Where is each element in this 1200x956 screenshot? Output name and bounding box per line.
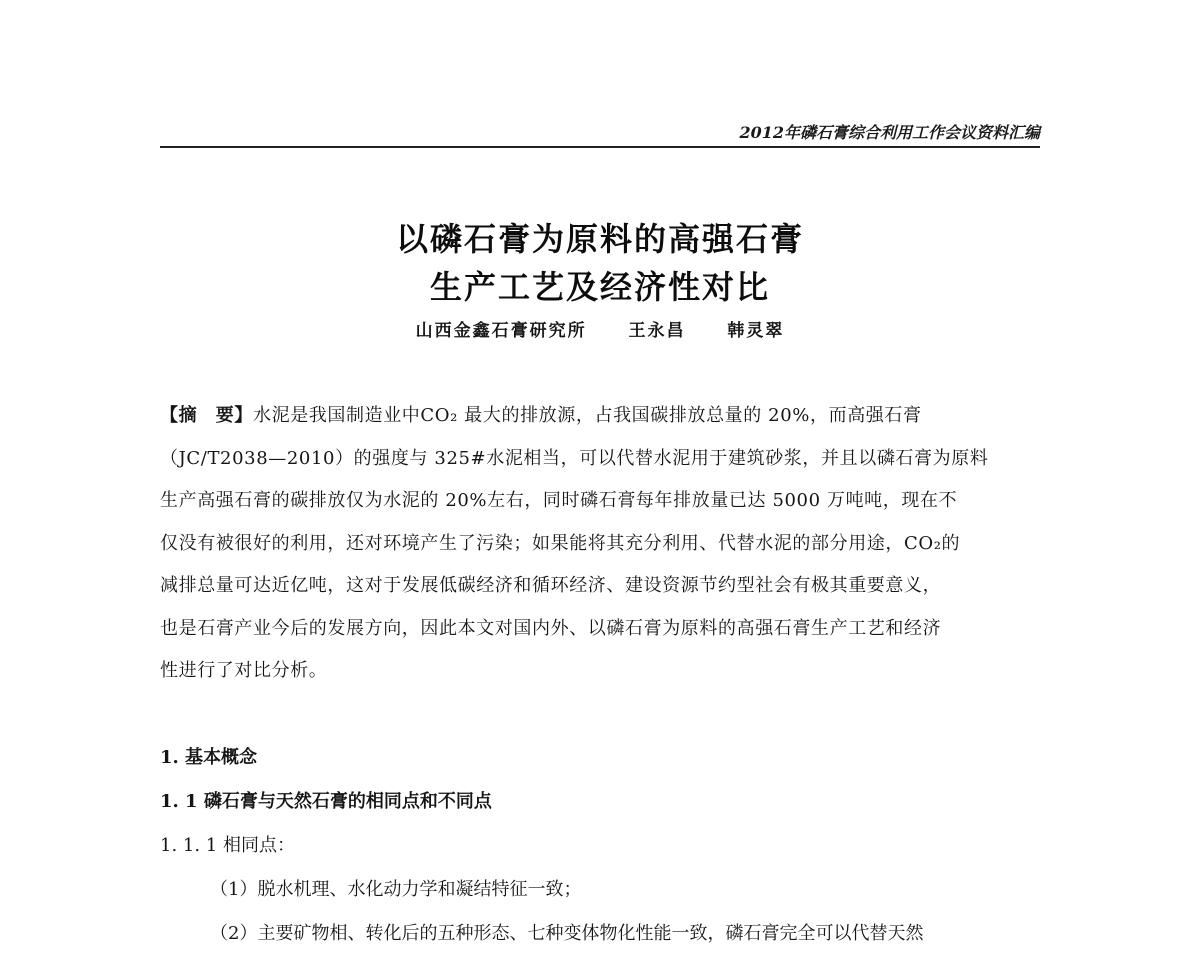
abstract-text: 水泥是我国制造业中CO₂ 最大的排放源，占我国碳排放总量的 20%，而高强石膏	[253, 405, 922, 426]
abstract-line: 生产高强石膏的碳排放仅为水泥的 20%左右，同时磷石膏每年排放量已达 5000 万吨吨，现在不	[160, 490, 958, 511]
abstract-line: 也是石膏产业今后的发展方向，因此本文对国内外、以磷石膏为原料的高强石膏生产工艺和经济	[160, 617, 942, 639]
list-item: （1）脱水机理、水化动力学和凝结特征一致；	[210, 879, 582, 900]
author-1: 王永昌	[628, 321, 686, 341]
section-heading-1-1: 1. 1 磷石膏与天然石膏的相同点和不同点	[160, 791, 492, 812]
abstract-label: 【摘 要】	[160, 405, 253, 426]
header-rule	[160, 146, 1040, 148]
section-heading-1-1-1: 1. 1. 1 相同点：	[160, 835, 295, 856]
list-item: （2）主要矿物相、转化后的五种形态、七种变体物化性能一致，磷石膏完全可以代替天然	[210, 923, 924, 944]
abstract-line: 减排总量可达近亿吨，这对于发展低碳经济和循环经济、建设资源节约型社会有极其重要意义，	[160, 575, 942, 596]
abstract	[160, 395, 1040, 693]
body-sections	[160, 736, 1040, 956]
section-heading-1: 1. 基本概念	[160, 747, 258, 768]
title-line-1: 以磷石膏为原料的高强石膏	[395, 220, 804, 258]
affiliation: 山西金鑫石膏研究所	[415, 321, 587, 341]
byline	[160, 316, 1040, 341]
author-2: 韩灵翠	[727, 321, 785, 341]
abstract-line: 性进行了对比分析。	[160, 660, 328, 681]
article-title	[160, 215, 1040, 311]
abstract-line: （JC/T2038—2010）的强度与 325#水泥相当，可以代替水泥用于建筑砂浆，并且以磷石膏为原料	[160, 447, 989, 469]
title-line-2: 生产工艺及经济性对比	[429, 268, 770, 306]
running-header: 2012年磷石膏综合利用工作会议资料汇编	[739, 123, 1040, 142]
abstract-line	[160, 395, 1040, 438]
abstract-line: 仅没有被很好的利用，还对环境产生了污染；如果能将其充分利用、代替水泥的部分用途，CO₂的	[160, 532, 961, 554]
